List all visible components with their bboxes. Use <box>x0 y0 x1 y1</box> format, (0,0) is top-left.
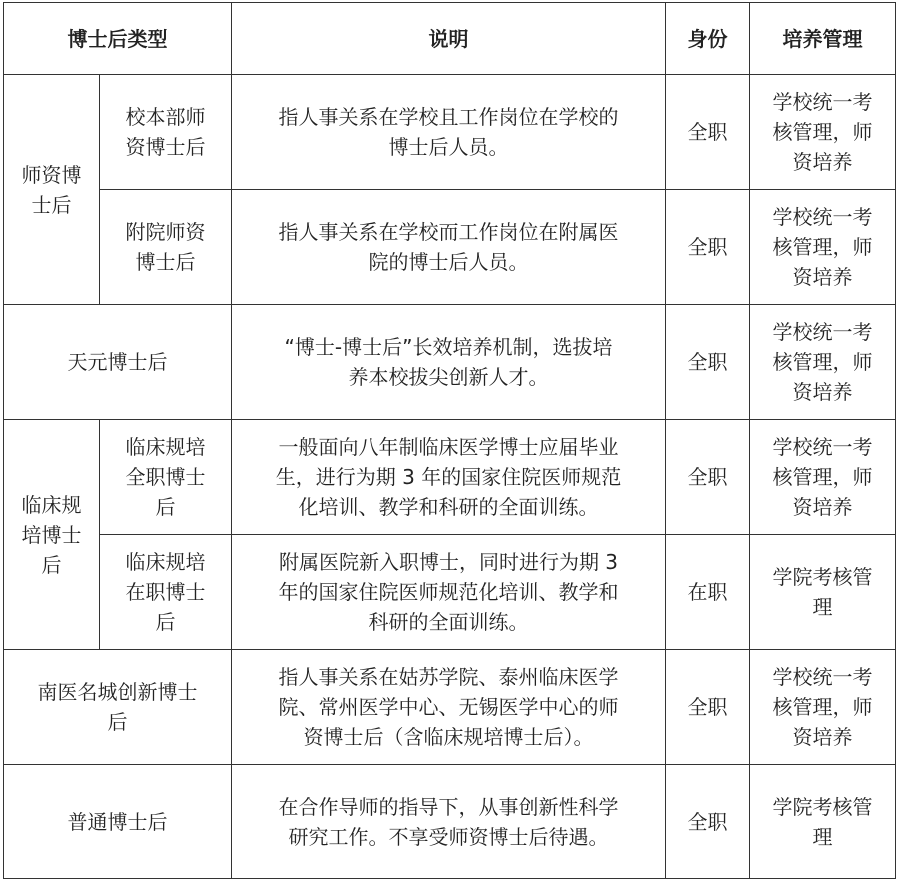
table-row <box>4 420 896 535</box>
description-cell: 一般面向八年制临床医学博士应届毕业 生，进行为期 3 年的国家住院医师规范 化培训、教学和科研的全面训练。 <box>232 420 666 535</box>
identity-cell: 在职 <box>666 535 750 650</box>
group-ordinary-label: 普通博士后 <box>4 765 232 879</box>
header-identity: 身份 <box>666 3 750 75</box>
description-cell: 附属医院新入职博士，同时进行为期 3 年的国家住院医师规范化培训、教学和 科研的全面训练。 <box>232 535 666 650</box>
table-row <box>4 765 896 879</box>
table-row <box>4 535 896 650</box>
identity-cell: 全职 <box>666 420 750 535</box>
group-clinical-label: 临床规 培博士 后 <box>4 420 100 650</box>
description-cell: “博士-博士后”长效培养机制，选拔培 养本校拔尖创新人才。 <box>232 305 666 420</box>
header-row <box>4 3 896 75</box>
management-cell: 学校统一考 核管理，师 资培养 <box>750 190 896 305</box>
management-cell: 学校统一考 核管理，师 资培养 <box>750 420 896 535</box>
table-row <box>4 305 896 420</box>
subtype-label: 临床规培 在职博士 后 <box>100 535 232 650</box>
identity-cell: 全职 <box>666 765 750 879</box>
subtype-label: 附院师资 博士后 <box>100 190 232 305</box>
table-row <box>4 650 896 765</box>
group-tianyuan-label: 天元博士后 <box>4 305 232 420</box>
identity-cell: 全职 <box>666 190 750 305</box>
table-row <box>4 190 896 305</box>
identity-cell: 全职 <box>666 75 750 190</box>
subtype-label: 临床规培 全职博士 后 <box>100 420 232 535</box>
header-type: 博士后类型 <box>4 3 232 75</box>
group-faculty-label: 师资博 士后 <box>4 75 100 305</box>
description-cell: 在合作导师的指导下，从事创新性科学 研究工作。不享受师资博士后待遇。 <box>232 765 666 879</box>
identity-cell: 全职 <box>666 650 750 765</box>
description-cell: 指人事关系在学校而工作岗位在附属医 院的博士后人员。 <box>232 190 666 305</box>
table-row <box>4 75 896 190</box>
header-management: 培养管理 <box>750 3 896 75</box>
identity-cell: 全职 <box>666 305 750 420</box>
postdoc-types-table <box>3 2 896 879</box>
description-cell: 指人事关系在姑苏学院、泰州临床医学 院、常州医学中心、无锡医学中心的师 资博士后（含临床规培博士后）。 <box>232 650 666 765</box>
management-cell: 学校统一考 核管理，师 资培养 <box>750 305 896 420</box>
management-cell: 学校统一考 核管理，师 资培养 <box>750 75 896 190</box>
group-nanyi-label: 南医名城创新博士 后 <box>4 650 232 765</box>
subtype-label: 校本部师 资博士后 <box>100 75 232 190</box>
management-cell: 学院考核管 理 <box>750 765 896 879</box>
description-cell: 指人事关系在学校且工作岗位在学校的 博士后人员。 <box>232 75 666 190</box>
management-cell: 学院考核管 理 <box>750 535 896 650</box>
management-cell: 学校统一考 核管理，师 资培养 <box>750 650 896 765</box>
header-description: 说明 <box>232 3 666 75</box>
